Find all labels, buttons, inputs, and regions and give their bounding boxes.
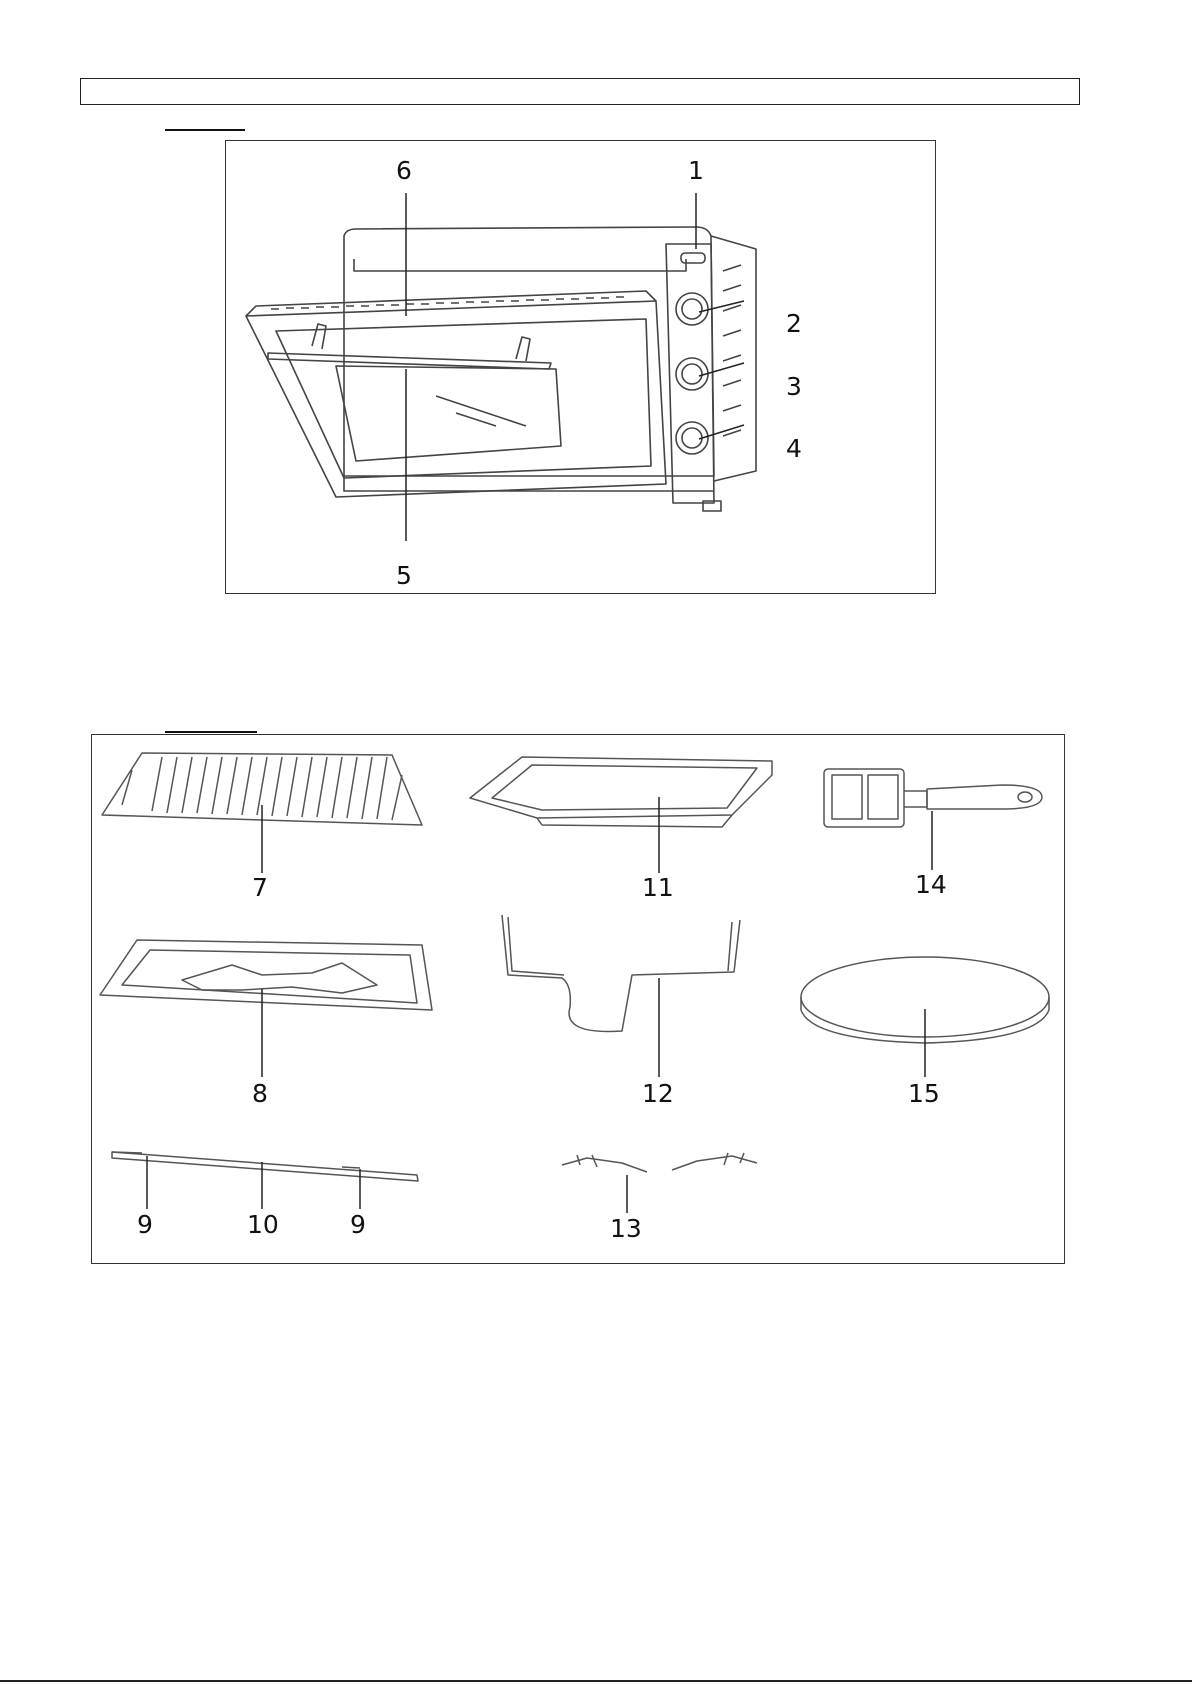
footer-rule <box>0 1680 1192 1682</box>
oven-illustration <box>226 141 934 592</box>
label-5: 5 <box>396 561 412 590</box>
label-9-right: 9 <box>350 1210 366 1239</box>
accessories-illustration <box>92 735 1063 1262</box>
label-13: 13 <box>610 1214 642 1243</box>
section-underline-accessories <box>165 731 257 733</box>
label-7: 7 <box>252 873 268 902</box>
label-12: 12 <box>642 1079 674 1108</box>
header-box <box>80 78 1080 105</box>
label-15: 15 <box>908 1079 940 1108</box>
label-1: 1 <box>688 156 704 185</box>
section-underline-description <box>165 129 245 131</box>
label-6: 6 <box>396 156 412 185</box>
label-9-left: 9 <box>137 1210 153 1239</box>
label-10: 10 <box>247 1210 279 1239</box>
label-2: 2 <box>786 309 802 338</box>
label-3: 3 <box>786 372 802 401</box>
label-8: 8 <box>252 1079 268 1108</box>
label-11: 11 <box>642 873 674 902</box>
accessories-figure-frame <box>91 734 1065 1264</box>
label-14: 14 <box>915 870 947 899</box>
label-4: 4 <box>786 434 802 463</box>
oven-figure-frame <box>225 140 936 594</box>
